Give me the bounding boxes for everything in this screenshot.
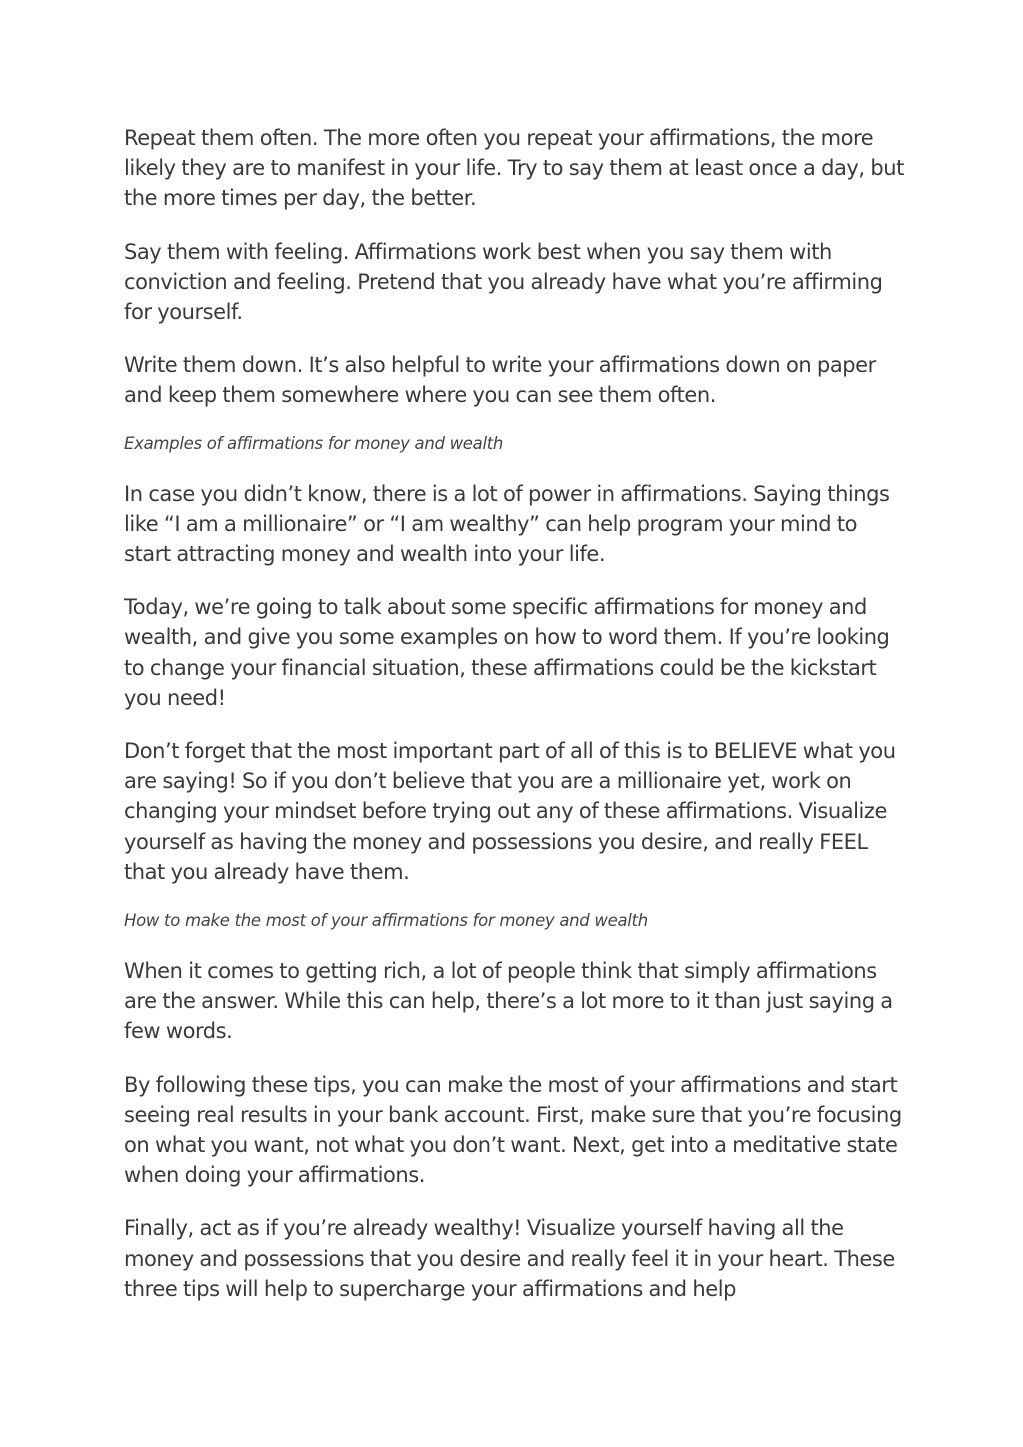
paragraph-repeat-them-often: Repeat them often. The more often you repeat your affirmations, the more likely they are to manifest in your life. Try to say them at least once a day, but the more times per day, the better. — [124, 126, 904, 211]
paragraph-believe: Don’t forget that the most important part of all of this is to BELIEVE what you are saying! So if you don’t believe that you are a millionaire yet, work on changing your mindset before trying out any of these affirmations. Visualize yourself as having the money and possessions you desire, and really FEEL that you already have them. — [124, 739, 896, 884]
section-heading-examples: Examples of affirmations for money and wealth — [124, 433, 504, 453]
paragraph-say-them-with-feeling: Say them with feeling. Affirmations work best when you say them with conviction and feeling. Pretend that you already have what you’re affirming for yourself. — [124, 239, 883, 325]
section-heading-make-the-most: How to make the most of your affirmations for money and wealth — [124, 911, 648, 931]
document-page — [124, 123, 904, 1327]
paragraph-power-of-affirmations: In case you didn’t know, there is a lot of power in affirmations. Saying things like “I am a millionaire” or “I am wealthy” can help program your mind to start attracting money and wealth into your life. — [124, 481, 890, 567]
paragraph-act-as-if: Finally, act as if you’re already wealthy! Visualize yourself having all the money and possessions that you desire and really feel it in your heart. These three tips will help to supercharge your affirmations and help — [124, 1216, 895, 1301]
paragraph-following-tips: By following these tips, you can make the most of your affirmations and start seeing real results in your bank account. First, make sure that you’re focusing on what you want, not what you don’t want. Next, get into a meditative state when doing your affirmations. — [124, 1072, 902, 1188]
paragraph-write-them-down: Write them down. It’s also helpful to write your affirmations down on paper and keep them somewhere where you can see them often. — [124, 353, 876, 408]
paragraph-specific-affirmations: Today, we’re going to talk about some specific affirmations for money and wealth, and give you some examples on how to word them. If you’re looking to change your financial situation, these affirmations could be the kickstart you need! — [124, 595, 890, 710]
paragraph-getting-rich: When it comes to getting rich, a lot of people think that simply affirmations are the answer. While this can help, there’s a lot more to it than just saying a few words. — [124, 959, 893, 1044]
